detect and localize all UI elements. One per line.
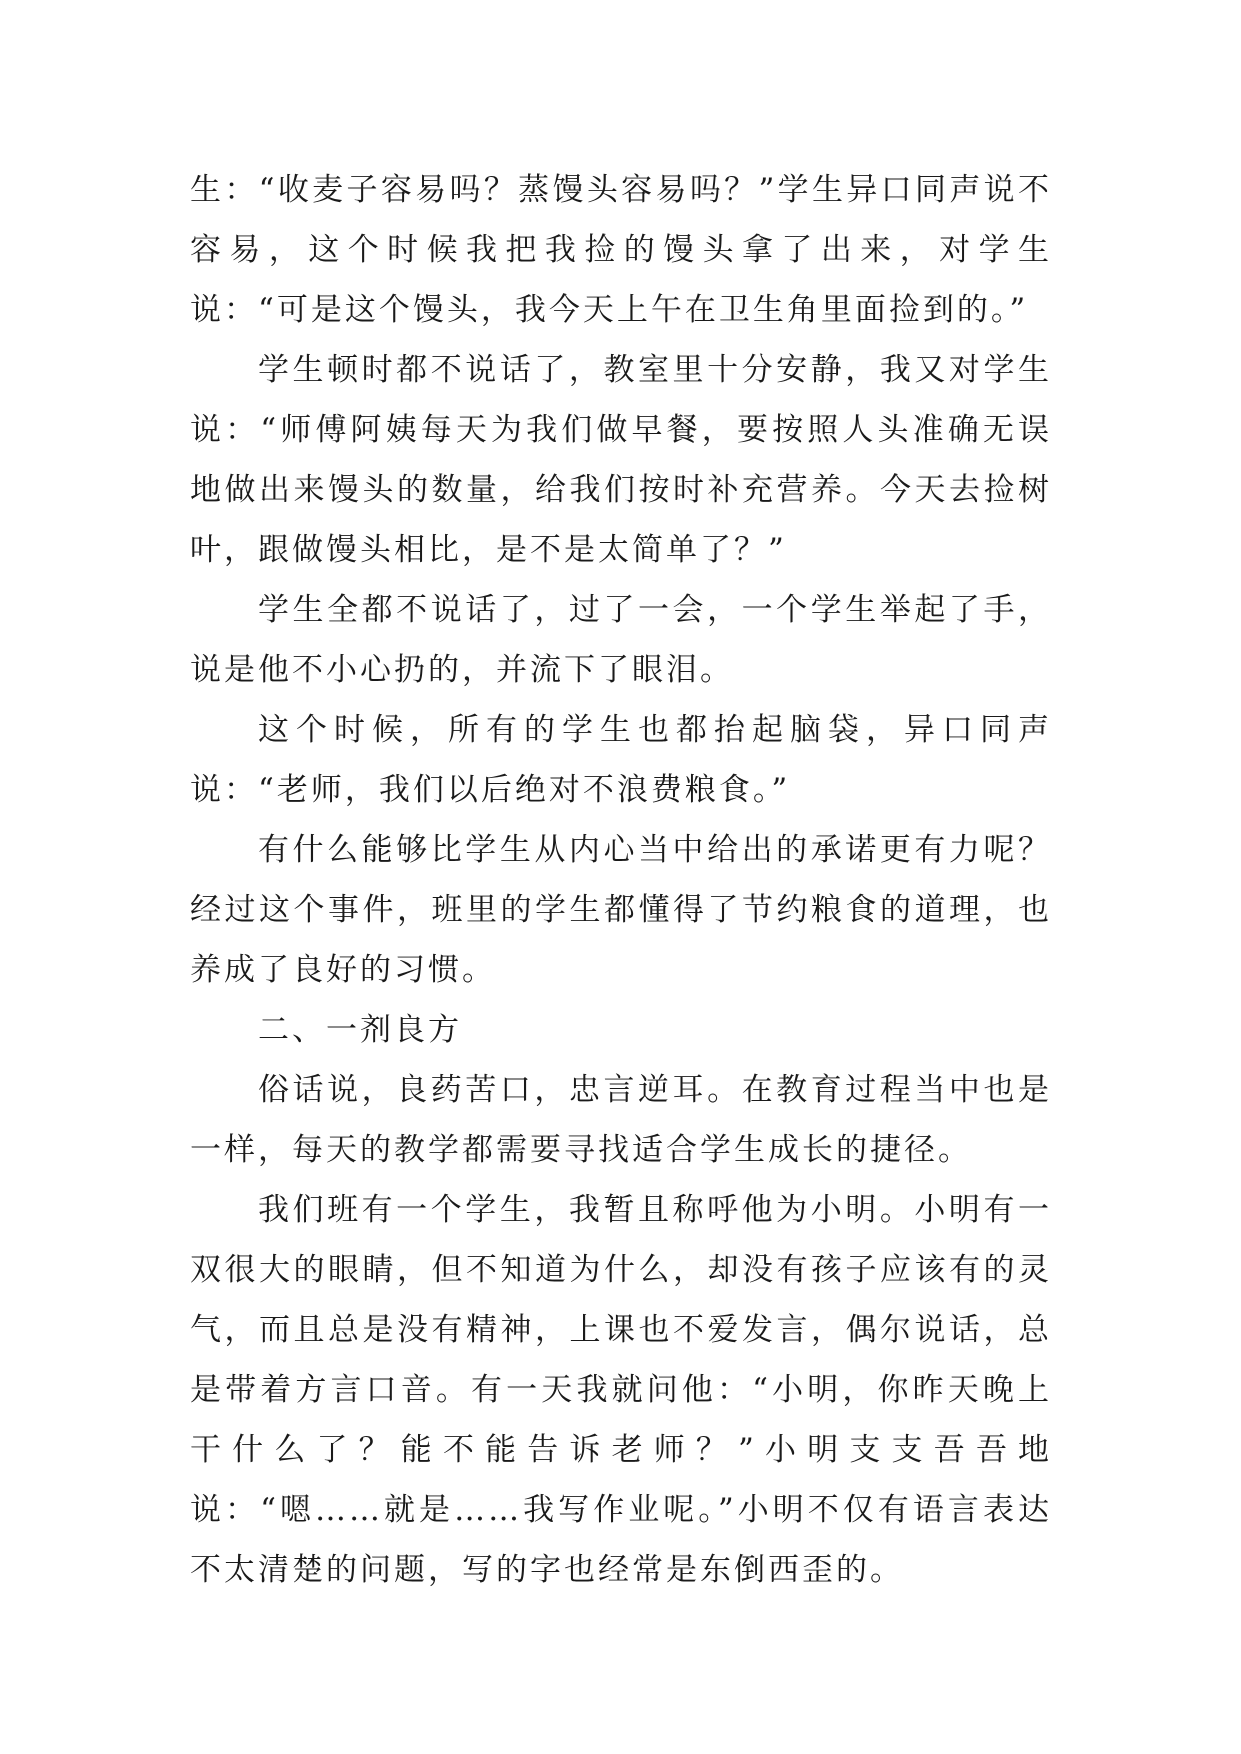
paragraph-1: 生：“收麦子容易吗？蒸馒头容易吗？”学生异口同声说不容易，这个时候我把我捡的馒头拿了出来，对学生说：“可是这个馒头，我今天上午在卫生角里面捡到的。” [190, 172, 1052, 328]
paragraph-2: 学生顿时都不说话了，教室里十分安静，我又对学生说：“师傅阿姨每天为我们做早餐，要按照人头准确无误地做出来馒头的数量，给我们按时补充营养。今天去捡树叶，跟做馒头相比，是不是太简单了？” [190, 352, 1052, 568]
paragraph-5: 有什么能够比学生从内心当中给出的承诺更有力呢？经过这个事件，班里的学生都懂得了节约粮食的道理，也养成了良好的习惯。 [190, 832, 1052, 988]
paragraph-7: 我们班有一个学生，我暂且称呼他为小明。小明有一双很大的眼睛，但不知道为什么，却没有孩子应该有的灵气，而且总是没有精神，上课也不爱发言，偶尔说话，总是带着方言口音。有一天我就问他：“小明，你昨天晚上干什么了？能不能告诉老师？”小明支支吾吾地说：“嗯……就是……我写作业呢。”小明不仅有语言表达不太清楚的问题，写的字也经常是东倒西歪的。 [190, 1192, 1052, 1588]
document-body [190, 160, 1052, 1600]
section-heading: 二、一剂良方 [258, 1012, 462, 1048]
paragraph-6: 俗话说，良药苦口，忠言逆耳。在教育过程当中也是一样，每天的教学都需要寻找适合学生成长的捷径。 [190, 1072, 1052, 1168]
paragraph-3: 学生全都不说话了，过了一会，一个学生举起了手，说是他不小心扔的，并流下了眼泪。 [190, 592, 1052, 688]
paragraph-4: 这个时候，所有的学生也都抬起脑袋，异口同声说：“老师，我们以后绝对不浪费粮食。” [190, 712, 1052, 808]
